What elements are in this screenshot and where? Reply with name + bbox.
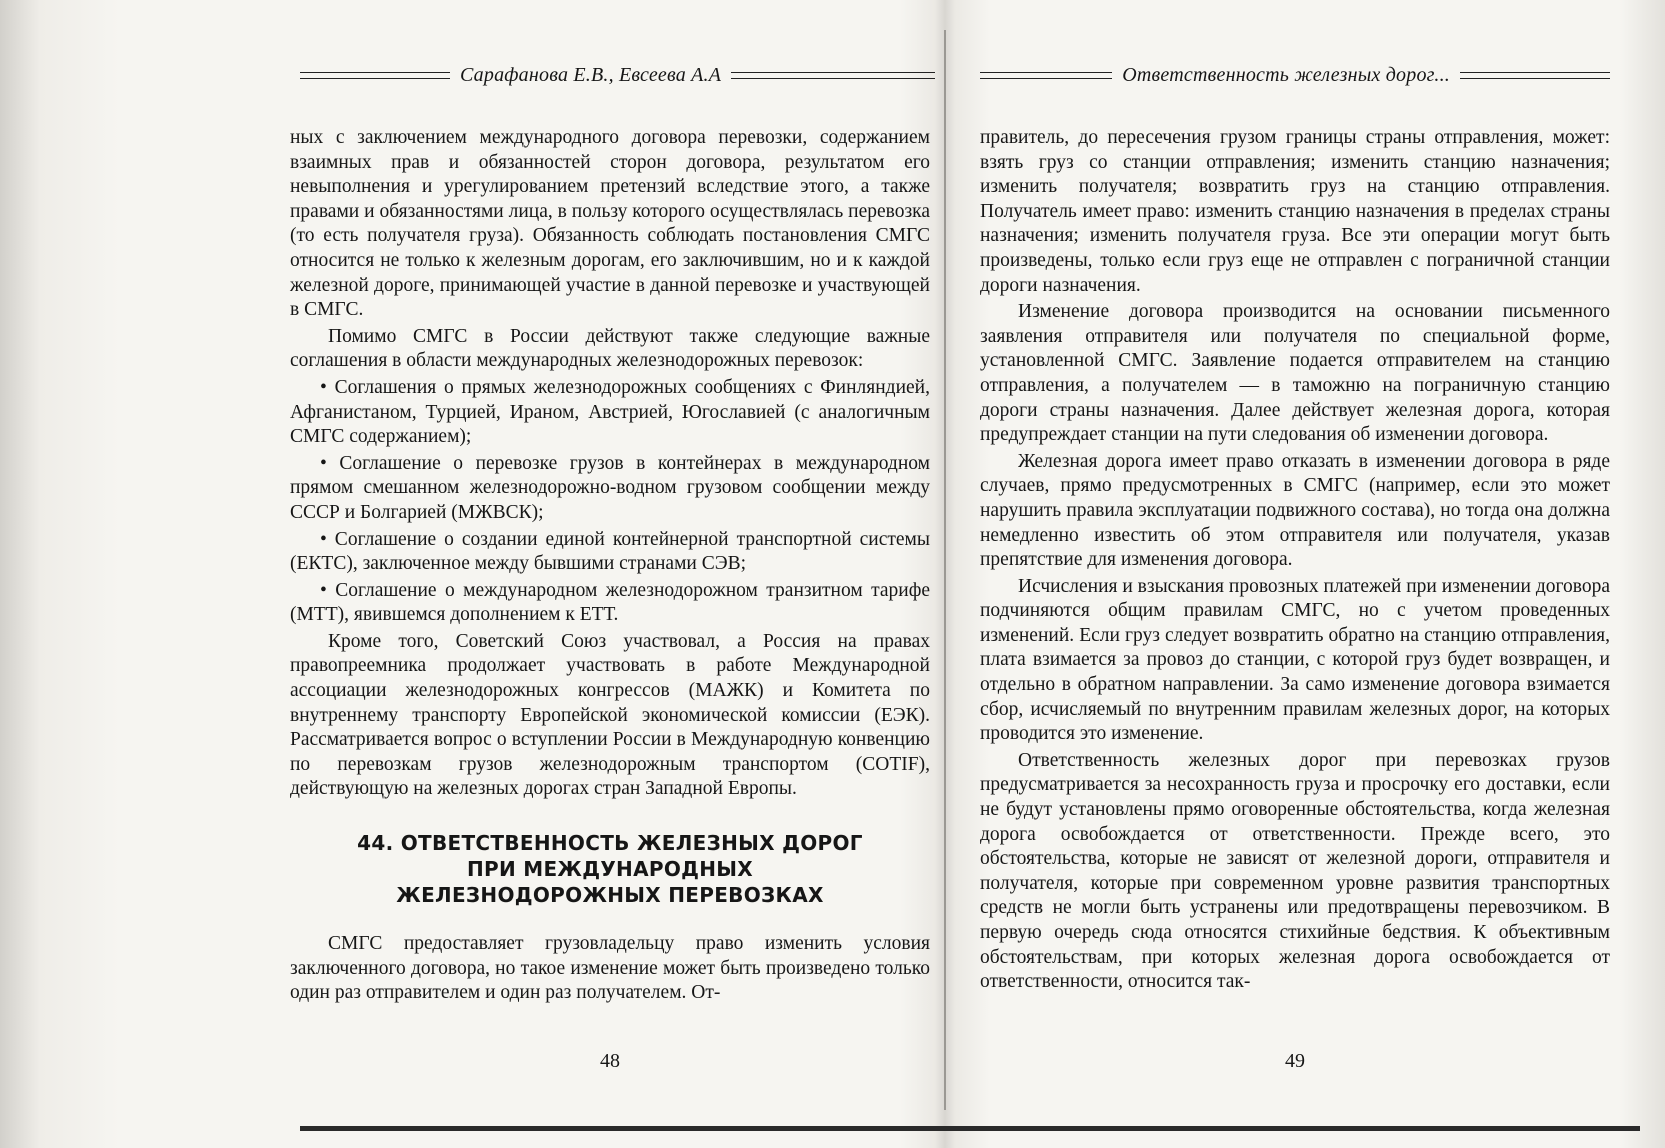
bullet-item: • Соглашение о международном железнодорожном транзитном тарифе (МТТ), явившемся дополнением к ЕТТ.: [290, 579, 930, 626]
page-number-left: 48: [600, 1050, 620, 1072]
paragraph: СМГС предоставляет грузовладельцу право изменить условия заключенного договора, но такое изменение может быть произведено только один раз отправителем и один раз получателем. От-: [290, 933, 930, 1004]
left-running-head-text: Сарафанова Е.В., Евсеева А.А: [460, 64, 722, 86]
book-gutter: [944, 30, 946, 1110]
bullet-item: • Соглашение о перевозке грузов в контейнерах в международном прямом смешанном железнодорожно-водном грузовом сообщении между СССР и Болгарией (МЖВСК);: [290, 452, 930, 523]
page-bottom-edge: [300, 1126, 1640, 1131]
left-body-text: [290, 126, 930, 1008]
section-heading: [290, 830, 930, 908]
header-rule-right: [1460, 72, 1610, 79]
page-number-right: 49: [1285, 1050, 1305, 1072]
paragraph: ных с заключением международного договора перевозки, содержанием взаимных прав и обязанностей сторон договора, результатом его невыполнения и урегулированием претензий вследствие этого, а также правами и обязанностями лица, в пользу которого осуществлялась перевозка (то есть получателя груза). Обязанность соблюдать постановления СМГС относится не только к железным дорогам, его заключившим, но и к каждой железной дороге, принимающей участие в данной перевозке и участвующей в СМГС.: [290, 127, 930, 321]
paragraph: Изменение договора производится на основании письменного заявления отправителя или получателя по специальной форме, установленной СМГС. Заявление подается отправителем на станцию отправления, а получателем — в таможню на пограничную станцию дороги страны назначения. Далее действует железная дорога, которая предупреждает станции на пути следования об изменении договора.: [980, 301, 1610, 446]
section-heading-line: ПРИ МЕЖДУНАРОДНЫХ: [466, 857, 754, 882]
paragraph: Помимо СМГС в России действуют также следующие важные соглашения в области международных железнодорожных перевозок:: [290, 325, 930, 372]
right-running-head-text: Ответственность железных дорог...: [1122, 64, 1450, 86]
section-heading-line: 44. ОТВЕТСТВЕННОСТЬ ЖЕЛЕЗНЫХ ДОРОГ: [357, 831, 863, 856]
header-rule-left: [300, 72, 450, 79]
paragraph: Кроме того, Советский Союз участвовал, а Россия на правах правопреемника продолжает участвовать в работе Международной ассоциации железнодорожных конгрессов (МАЖК) и Комитета по внутреннему транспорту Европейской экономической комиссии (ЕЭК). Рассматривается вопрос о вступлении России в Международную конвенцию по перевозкам грузов железнодорожным транспортом (COTIF), действующую на железных дорогах стран Западной Европы.: [290, 630, 930, 800]
header-rule-right: [731, 72, 935, 79]
paragraph: правитель, до пересечения грузом границы страны отправления, может: взять груз со станции отправления; изменить станцию назначения; изменить получателя; возвратить груз на станцию отправления. Получатель имеет право: изменить станцию назначения в пределах страны назначения; изменить получателя груза. Все эти операции могут быть произведены, только если груз еще не отправлен с пограничной станции дороги назначения.: [980, 127, 1610, 296]
bullet-item: • Соглашение о создании единой контейнерной транспортной системы (ЕКТС), заключенное между бывшими странами СЭВ;: [290, 528, 930, 575]
paragraph: Ответственность железных дорог при перевозках грузов предусматривается за несохранность груза и просрочку его доставки, если не будут установлены прямо оговоренные обстоятельства, когда железная дорога освобождается от ответственности. Прежде всего, это обстоятельства, которые не зависят от железной дороги, отправителя и получателя, которые при современном уровне развития транспортных средств не могли быть устранены или предотвращены перевозчиком. В первую очередь сюда относятся стихийные бедствия. К объективным обстоятельствам, при которых железная дорога освобождается от ответственности, относится так-: [980, 749, 1610, 993]
section-heading-line: ЖЕЛЕЗНОДОРОЖНЫХ ПЕРЕВОЗКАХ: [396, 883, 824, 908]
bullet-item: • Соглашения о прямых железнодорожных сообщениях с Финляндией, Афганистаном, Турцией, Ираном, Австрией, Югославией (с аналогичным СМГС содержанием);: [290, 376, 930, 448]
paragraph: Исчисления и взыскания провозных платежей при изменении договора подчиняются общим правилам СМГС, но с учетом проведенных изменений. Если груз следует возвратить обратно на станцию отправления, плата взимается за провоз до станции, с которой груз будет возвращен, и отдельно в обратном направлении. За само изменение договора взимается сбор, исчисляемый по внутренним правилам железных дорог, на которых проводится это изменение.: [980, 575, 1610, 745]
paragraph: Железная дорога имеет право отказать в изменении договора в ряде случаев, прямо предусмотренных в СМГС (например, если это может нарушить правила эксплуатации подвижного состава), но тогда она должна немедленно известить об этом отправителя или получателя, указав препятствие для изменения договора.: [980, 450, 1610, 571]
header-rule-left: [980, 72, 1112, 79]
right-body-text: [980, 126, 1610, 997]
right-running-head: [980, 64, 1610, 87]
left-running-head: [300, 64, 935, 87]
